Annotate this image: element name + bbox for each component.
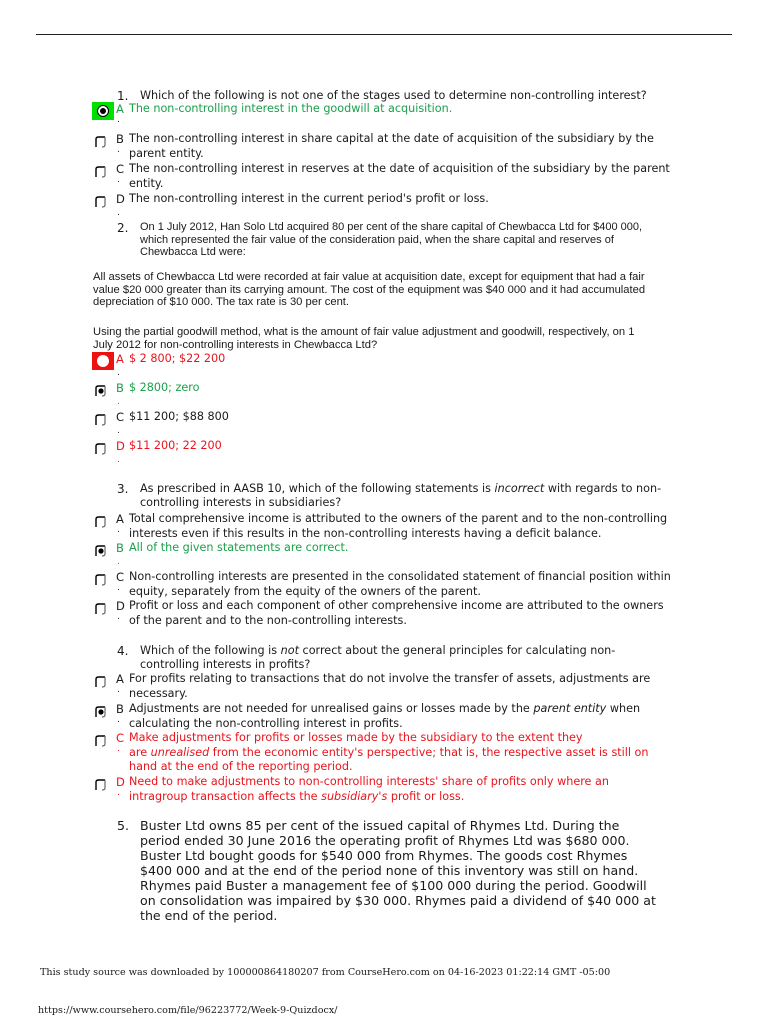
question-5-number: 5. — [117, 818, 130, 833]
question-4-text: Which of the following is not correct about the general principles for calculating non- controlling interests in profits? — [140, 644, 616, 671]
option-dot: . — [117, 455, 120, 465]
q1-option-c[interactable] — [92, 162, 682, 190]
selected-radio-icon[interactable] — [92, 352, 108, 368]
option-text: The non-controlling interest in the current period's profit or loss. — [129, 192, 489, 205]
q3-option-c[interactable] — [92, 570, 682, 598]
radio-icon[interactable] — [93, 134, 109, 150]
download-notice: This study source was downloaded by 100000864180207 from CourseHero.com on 04-16-2023 01:22:14 GMT -05:00 — [40, 967, 611, 978]
question-5-text: Buster Ltd owns 85 per cent of the issued capital of Rhymes Ltd. During the period ended 30 June 2016 the operating profit of Rhymes Ltd was $680 000. Buster Ltd bought goods for $540 000 from Rhymes. The goods cost Rhymes $400 000 and at the end of the period none of this inventory was still on hand. Rhymes paid Buster a management fee of $100 000 during the period. Goodwill on consolidation was impaired by $30 000. Rhymes paid a dividend of $40 000 at the end of the period. — [140, 818, 656, 923]
q4-option-a[interactable] — [92, 672, 682, 700]
option-dot: . — [117, 397, 120, 407]
option-letter: B — [116, 702, 124, 716]
q1-option-a[interactable] — [92, 102, 682, 130]
option-dot: . — [117, 525, 120, 535]
option-letter: A — [116, 672, 124, 686]
option-text: $11 200; $88 800 — [129, 410, 229, 423]
q3-option-d[interactable] — [92, 599, 682, 627]
option-dot: . — [117, 426, 120, 436]
option-text: The non-controlling interest in reserves at the date of acquisition of the subsidiary by the parent entity. — [129, 162, 670, 190]
option-text: Make adjustments for profits or losses made by the subsidiary to the extent they are unrealised from the economic entity's perspective; that is, the respective asset is still on hand at the end of the reporting period. — [129, 731, 649, 773]
source-url-link[interactable]: https://www.coursehero.com/file/96223772/Week-9-Quizdocx/ — [38, 1005, 338, 1016]
selected-radio-icon[interactable] — [93, 704, 109, 720]
q2-option-c[interactable] — [92, 410, 682, 438]
option-letter: D — [116, 192, 125, 206]
option-text: The non-controlling interest in the goodwill at acquisition. — [129, 102, 453, 115]
option-letter: D — [116, 439, 125, 453]
option-dot: . — [117, 368, 120, 378]
radio-icon[interactable] — [93, 733, 109, 749]
option-letter: B — [116, 132, 124, 146]
option-dot: . — [117, 557, 120, 567]
question-1-number: 1. — [117, 89, 129, 103]
question-3-text: As prescribed in AASB 10, which of the following statements is incorrect with regards to non- controlling interests in subsidiaries? — [140, 482, 662, 509]
option-dot: . — [117, 175, 120, 185]
question-2-number: 2. — [117, 221, 129, 235]
option-letter: C — [116, 731, 125, 745]
option-dot: . — [117, 612, 120, 622]
option-text: Total comprehensive income is attributed to the owners of the parent and to the non-controlling interests even if this results in the non-controlling interests having a deficit balance. — [129, 512, 668, 540]
radio-icon[interactable] — [93, 514, 109, 530]
q2-option-b[interactable] — [92, 381, 682, 409]
radio-icon[interactable] — [93, 572, 109, 588]
option-letter: C — [116, 410, 125, 424]
q1-option-b[interactable] — [92, 132, 682, 160]
radio-icon[interactable] — [93, 601, 109, 617]
selected-radio-icon[interactable] — [93, 543, 109, 559]
option-text: All of the given statements are correct. — [129, 541, 349, 554]
radio-icon[interactable] — [93, 674, 109, 690]
option-dot: . — [117, 744, 120, 754]
question-1-text: Which of the following is not one of the stages used to determine non-controlling interest? — [140, 89, 647, 102]
option-letter: D — [116, 599, 125, 613]
option-dot: . — [117, 583, 120, 593]
option-text: Profit or loss and each component of other comprehensive income are attributed to the owners of the parent and to the non-controlling interests. — [129, 599, 664, 627]
option-letter: B — [116, 381, 124, 395]
option-letter: A — [116, 102, 124, 116]
q4-option-b[interactable] — [92, 702, 682, 730]
option-text: $ 2800; zero — [129, 381, 200, 394]
radio-icon[interactable] — [93, 777, 109, 793]
radio-icon[interactable] — [93, 164, 109, 180]
option-letter: B — [116, 541, 124, 555]
question-2-text: On 1 July 2012, Han Solo Ltd acquired 80 per cent of the share capital of Chewbacca Ltd for $400 000, which represented the fair value of the consideration paid, when the share capital and reserves of Chewbacca Ltd were: — [140, 221, 643, 258]
option-text: Adjustments are not needed for unrealised gains or losses made by the parent entity when calculating the non-controlling interest in profits. — [129, 702, 641, 730]
option-letter: C — [116, 570, 125, 584]
q1-option-d[interactable] — [92, 192, 682, 220]
q4-option-c[interactable] — [92, 731, 682, 775]
option-letter: A — [116, 512, 124, 526]
option-text: Non-controlling interests are presented in the consolidated statement of financial position within equity, separately from the equity of the owners of the parent. — [129, 570, 671, 598]
option-text: For profits relating to transactions that do not involve the transfer of assets, adjustments are necessary. — [129, 672, 651, 700]
top-divider — [36, 34, 732, 35]
option-dot: . — [117, 115, 120, 125]
radio-icon[interactable] — [93, 412, 109, 428]
option-text: $ 2 800; $22 200 — [129, 352, 226, 365]
option-text: $11 200; 22 200 — [129, 439, 222, 452]
option-dot: . — [117, 145, 120, 155]
option-dot: . — [117, 788, 120, 798]
option-text: Need to make adjustments to non-controlling interests' share of profits only where an intragroup transaction affects the subsidiary's profit or loss. — [129, 775, 609, 803]
q3-option-b[interactable] — [92, 541, 682, 569]
option-text: The non-controlling interest in share capital at the date of acquisition of the subsidiary by the parent entity. — [129, 132, 654, 160]
radio-icon[interactable] — [93, 441, 109, 457]
option-dot: . — [117, 715, 120, 725]
q2-option-d[interactable] — [92, 439, 682, 467]
q3-option-a[interactable] — [92, 512, 682, 540]
selected-radio-icon[interactable] — [93, 383, 109, 399]
question-3-number: 3. — [117, 482, 129, 496]
option-letter: C — [116, 162, 125, 176]
radio-icon[interactable] — [93, 194, 109, 210]
question-4-number: 4. — [117, 644, 129, 658]
q2-option-a[interactable] — [92, 352, 682, 380]
option-letter: A — [116, 352, 124, 366]
question-2-paragraph-1: All assets of Chewbacca Ltd were recorded at fair value at acquisition date, except for equipment that had a fair value $20 000 greater than its carrying amount. The cost of the equipment was $40 000 and it had accumulated depreciation of $10 000. The tax rate is 30 per cent. — [93, 271, 646, 308]
option-letter: D — [116, 775, 125, 789]
option-dot: . — [117, 685, 120, 695]
selected-radio-icon[interactable] — [92, 102, 108, 118]
question-2-paragraph-2: Using the partial goodwill method, what is the amount of fair value adjustment and goodwill, respectively, on 1 July 2012 for non-controlling interests in Chewbacca Ltd? — [93, 326, 635, 351]
option-dot: . — [117, 208, 120, 218]
q4-option-d[interactable] — [92, 775, 682, 803]
